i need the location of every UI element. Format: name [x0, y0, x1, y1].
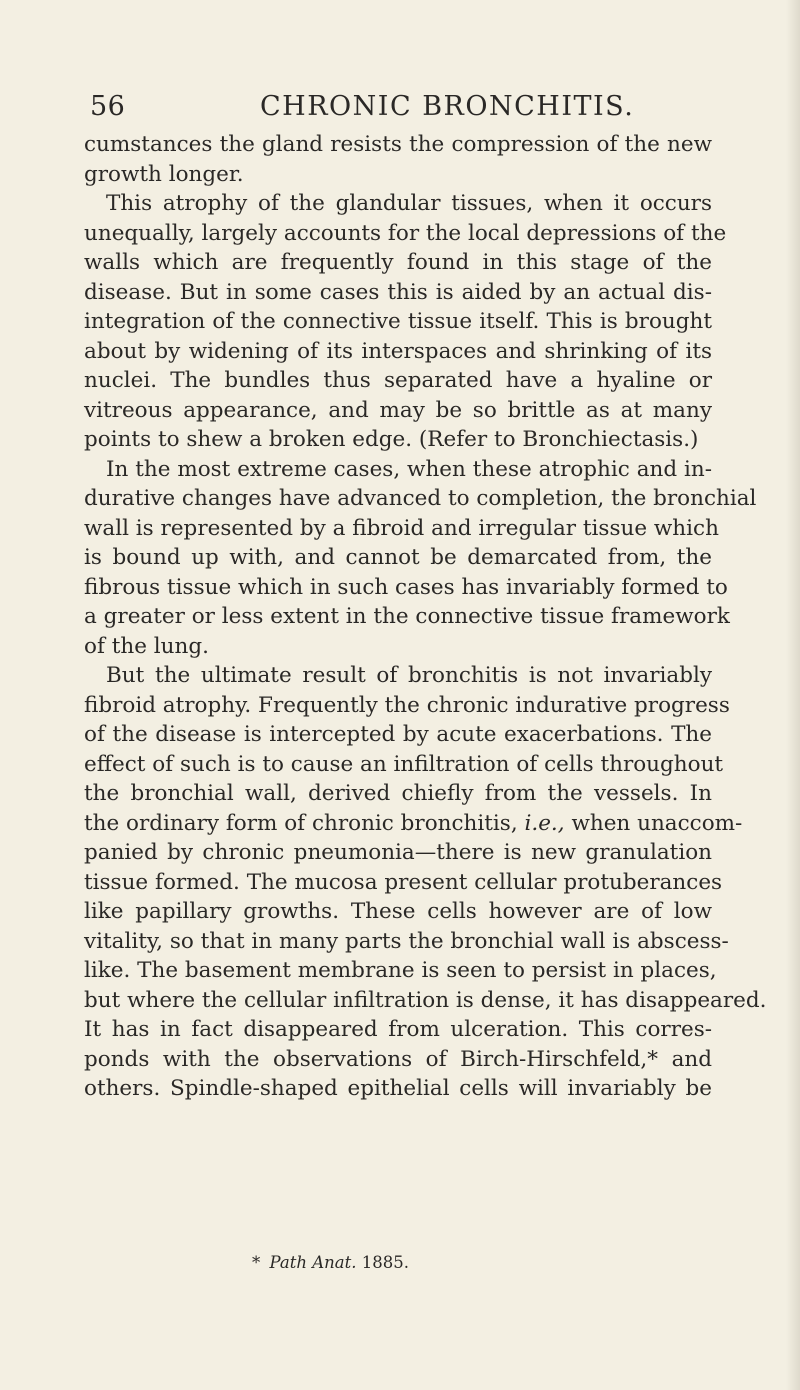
text-line: fibroid atrophy. Frequently the chronic indurative progress — [84, 692, 730, 718]
text-line: growth longer. — [84, 161, 244, 187]
footnote-marker: * — [252, 1253, 261, 1272]
text-line: a greater or less extent in the connective tissue framework — [84, 604, 730, 629]
text-line: wall is represented by a fibroid and irregular tissue which — [84, 515, 719, 541]
text-line: tissue formed. The mucosa present cellular protuberances — [84, 869, 723, 895]
text-line: nuclei. The bundles thus separated have a hyaline or — [84, 368, 712, 393]
text-line: of the lung. — [84, 633, 209, 659]
page-edge-shadow — [786, 0, 800, 1390]
footnote — [252, 1252, 409, 1274]
text-line: durative changes have advanced to completion, the bronchial — [84, 486, 757, 511]
text-line: about by widening of its interspaces and shrinking of its — [84, 338, 712, 364]
text-line: the ordinary form of chronic bronchitis, i.e., when unaccom- — [84, 810, 743, 836]
text-line: is bound up with, and cannot be demarcated from, the — [84, 545, 712, 570]
text-line: effect of such is to cause an infiltration of cells throughout — [84, 751, 724, 777]
text-line: cumstances the gland resists the compression of the new — [84, 132, 712, 157]
body-text — [84, 130, 767, 1104]
italic-abbreviation: i.e., — [524, 810, 565, 836]
text-line: But the ultimate result of bronchitis is not invariably — [106, 663, 712, 688]
running-title: CHRONIC BRONCHITIS. — [260, 91, 635, 122]
text-line: disease. But in some cases this is aided by an actual dis- — [84, 279, 712, 305]
text-line: vitality, so that in many parts the bronchial wall is abscess- — [84, 928, 729, 954]
text-line: integration of the connective tissue itself. This is brought — [84, 309, 712, 334]
text-line: unequally, largely accounts for the local depressions of the — [84, 220, 727, 246]
page-number: 56 — [90, 91, 126, 122]
text-line: of the disease is intercepted by acute exacerbations. The — [84, 722, 712, 747]
text-line: fibrous tissue which in such cases has invariably formed to — [84, 574, 728, 600]
text-line: In the most extreme cases, when these atrophic and in- — [106, 456, 712, 482]
text-line: panied by chronic pneumonia—there is new granulation — [84, 840, 712, 865]
footnote-journal: Path Anat. — [269, 1253, 357, 1272]
text-line: vitreous appearance, and may be so brittle as at many — [84, 397, 712, 423]
text-line: This atrophy of the glandular tissues, when it occurs — [106, 191, 712, 216]
footnote-year: 1885. — [361, 1253, 409, 1272]
text-line: but where the cellular infiltration is dense, it has disappeared. — [84, 987, 767, 1013]
text-line: like papillary growths. These cells however are of low — [84, 899, 712, 924]
text-line: others. Spindle-shaped epithelial cells will invariably be — [84, 1076, 712, 1101]
text-line: like. The basement membrane is seen to persist in places, — [84, 958, 717, 983]
text-line: walls which are frequently found in this stage of the — [84, 250, 712, 275]
running-head — [90, 90, 710, 124]
text-line: the bronchial wall, derived chiefly from the vessels. In — [84, 781, 712, 806]
text-line: ponds with the observations of Birch-Hirschfeld,* and — [84, 1046, 712, 1072]
text-line: It has in fact disappeared from ulceration. This corres- — [84, 1017, 712, 1042]
text-line: points to shew a broken edge. (Refer to Bronchiectasis.) — [84, 427, 699, 452]
